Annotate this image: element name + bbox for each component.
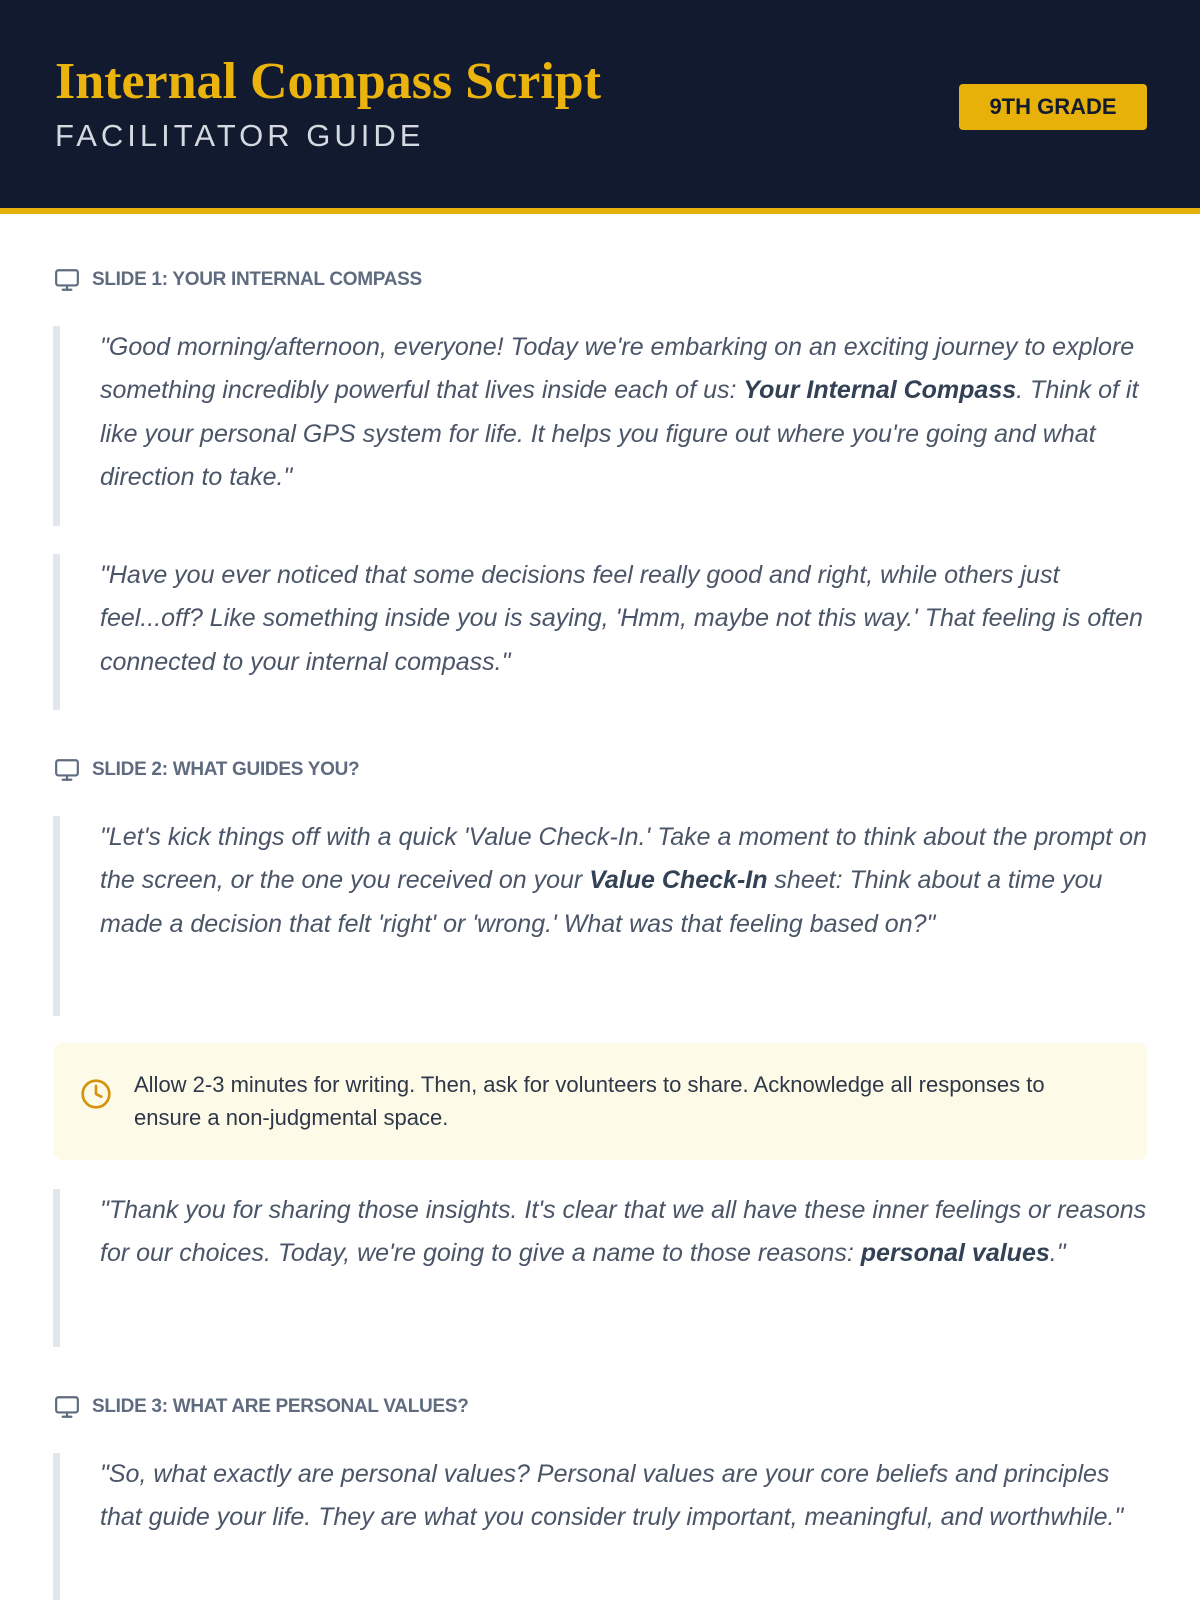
page-title: Internal Compass Script [55, 53, 602, 110]
facilitator-note [54, 1043, 1147, 1160]
script-content [0, 214, 1200, 1600]
slide-label: SLIDE 1: YOUR INTERNAL COMPASS [92, 269, 422, 290]
quote-text: "Have you ever noticed that some decisions feel really good and right, while others just feel...off? Like something inside you is saying, 'Hmm, maybe not this way.' That feeling is often connected to your internal compass." [100, 561, 1143, 676]
quote-text: . Think of it like your personal GPS system for life. It helps you figure out where you're going and what direction to take." [100, 376, 1139, 491]
quote-text: "Thank you for sharing those insights. It's clear that we all have these inner feelings or reasons for our choices. Today, we're going to give a name to those reasons: [100, 1196, 1147, 1268]
quote-emphasis: personal values [860, 1239, 1050, 1268]
clock-icon [80, 1078, 112, 1110]
note-text: Allow 2-3 minutes for writing. Then, ask for volunteers to share. Acknowledge all responses to ensure a non-judgmental space. [134, 1072, 1045, 1130]
slide-label: SLIDE 3: WHAT ARE PERSONAL VALUES? [92, 1396, 469, 1417]
page-subtitle: FACILITATOR GUIDE [55, 118, 425, 153]
slide-label: SLIDE 2: WHAT GUIDES YOU? [92, 759, 360, 780]
monitor-icon [54, 757, 80, 783]
quote-text: "Let's kick things off with a quick 'Value Check-In.' Take a moment to think about the prompt on the screen, or the one you received on your [100, 823, 1147, 895]
script-quote [53, 1189, 1147, 1347]
quote-emphasis: Your Internal Compass [743, 376, 1017, 405]
quote-text: ." [1049, 1239, 1066, 1268]
quote-text: "So, what exactly are personal values? Personal values are your core beliefs and principles that guide your life. They are what you consider truly important, meaningful, and worthwhile." [100, 1460, 1124, 1532]
slide-heading [54, 1394, 469, 1420]
quote-emphasis: Value Check-In [589, 866, 768, 895]
slide-heading [54, 757, 359, 783]
page-header [0, 0, 1200, 214]
monitor-icon [54, 1394, 80, 1420]
script-quote [53, 816, 1147, 1016]
script-quote [53, 554, 1147, 710]
script-quote [53, 1453, 1147, 1600]
monitor-icon [54, 267, 80, 293]
slide-heading [54, 267, 422, 293]
quote-text: "Good morning/afternoon, everyone! Today we're embarking on an exciting journey to explore something incredibly powerful that lives inside each of us: [100, 333, 1135, 405]
script-quote [53, 326, 1147, 526]
quote-text: sheet: Think about a time you made a decision that felt 'right' or 'wrong.' What was that feeling based on?" [100, 866, 1103, 938]
grade-badge: 9TH GRADE [959, 84, 1147, 130]
